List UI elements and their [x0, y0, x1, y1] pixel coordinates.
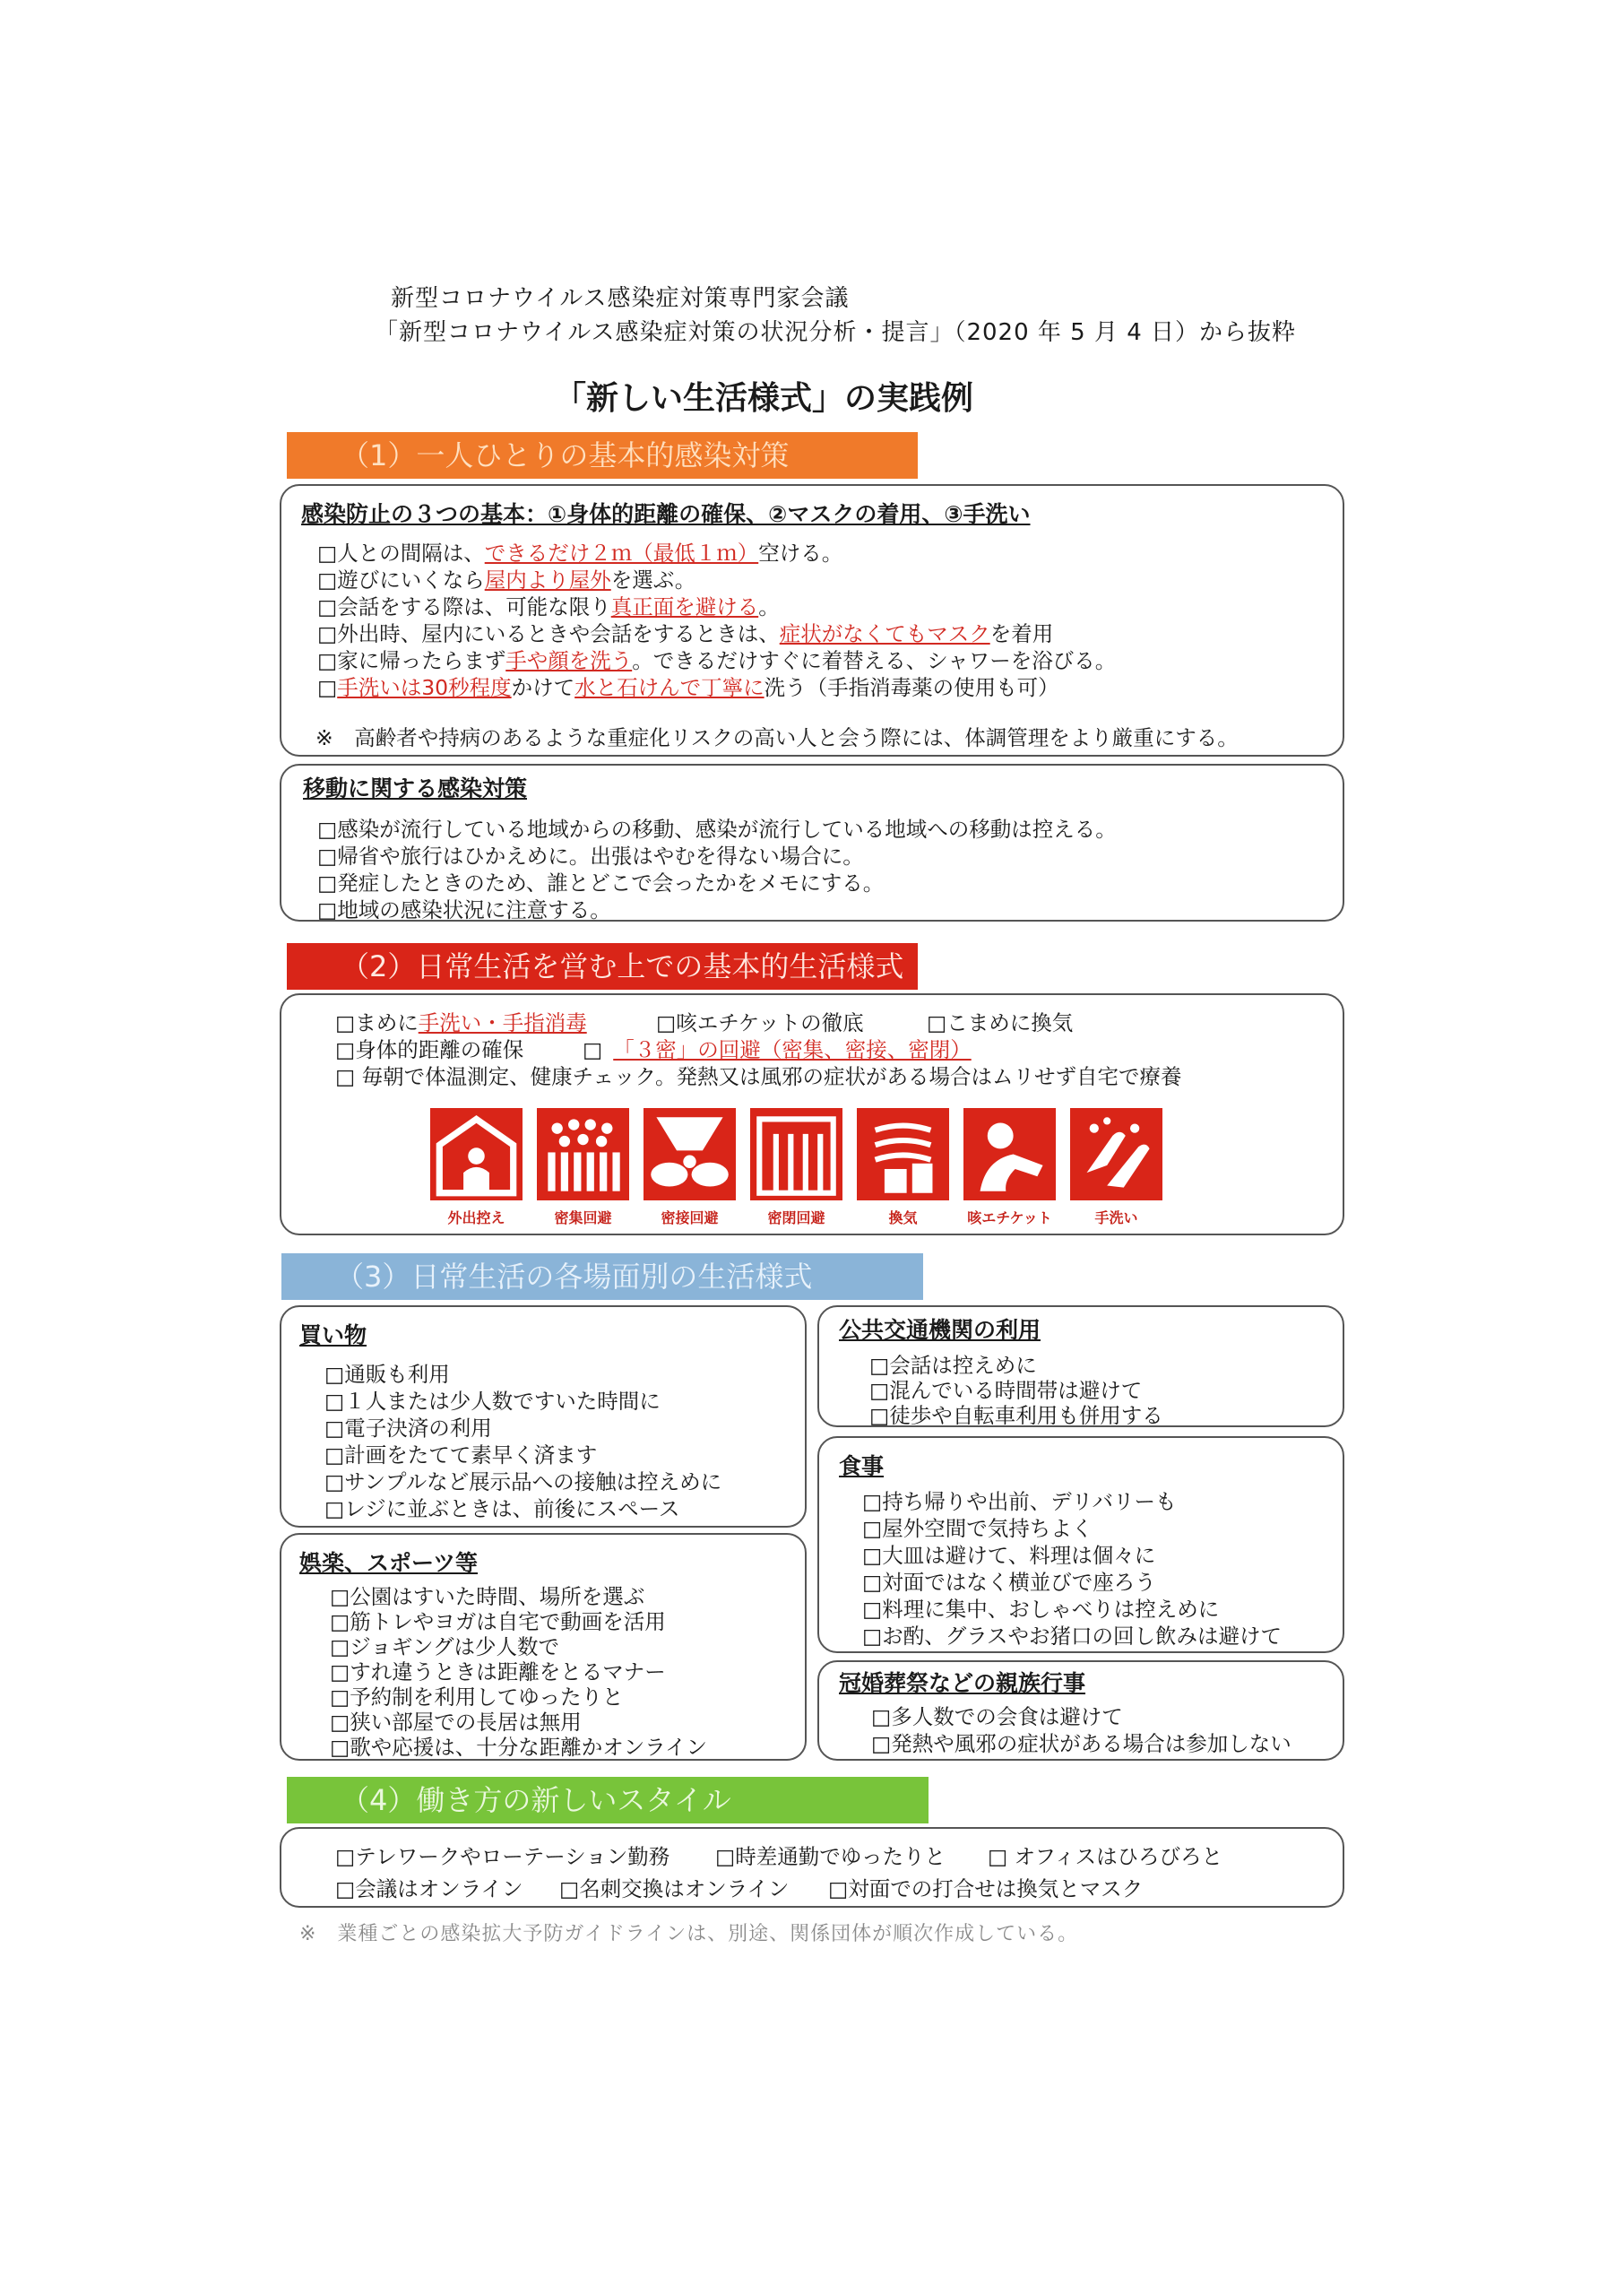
meals-box	[817, 1436, 1344, 1653]
ceremony-item: □発熱や風邪の症状がある場合は参加しない	[871, 1731, 1291, 1756]
transit-item: □徒歩や自転車利用も併用する	[869, 1403, 1163, 1428]
handwash-item: □まめに手洗い・手指消毒	[335, 1010, 587, 1035]
icon-caption: 外出控え	[447, 1209, 505, 1226]
icon-caption: 手洗い	[1094, 1209, 1138, 1226]
leisure-heading: 娯楽、スポーツ等	[299, 1550, 479, 1576]
icon-caption: 咳エチケット	[967, 1209, 1052, 1226]
move-item: □地域の感染状況に注意する。	[317, 897, 611, 922]
shopping-box	[280, 1305, 807, 1528]
distance-item: □身体的距離の確保	[335, 1037, 524, 1062]
move-item: □感染が流行している地域からの移動、感染が流行している地域への移動は控える。	[317, 817, 1117, 842]
leisure-item: □予約制を利用してゆったりと	[330, 1684, 624, 1710]
work-item: □テレワークやローテーション勤務	[335, 1844, 670, 1869]
icon-caption: 密集回避	[554, 1209, 612, 1226]
leisure-item: □歌や応援は、十分な距離かオンライン	[330, 1735, 707, 1760]
basics-item-4: □外出時、屋内にいるときや会話をするときは、症状がなくてもマスクを着用	[317, 621, 1054, 646]
header-line-1: 新型コロナウイルス感染症対策専門家会議	[391, 285, 850, 312]
work-item: □名刺交換はオンライン	[559, 1876, 790, 1901]
header-line-2: 「新型コロナウイルス感染症対策の状況分析・提言」（2020 年 5 月 4 日）から抜粋	[375, 319, 1297, 346]
basics-item-1: □人との間隔は、できるだけ２ｍ（最低１ｍ）空ける。	[317, 541, 843, 566]
shopping-heading: 買い物	[299, 1322, 367, 1348]
three-c-item: □ 「３密」の回避（密集、密接、密閉）	[583, 1037, 972, 1062]
work-item: □ オフィスはひろびろと	[988, 1844, 1223, 1869]
leisure-item: □すれ違うときは距離をとるマナー	[330, 1659, 666, 1684]
crowd-icon	[537, 1108, 629, 1200]
ceremony-item: □多人数での会食は避けて	[871, 1704, 1123, 1729]
basics-heading: 感染防止の３つの基本：①身体的距離の確保、②マスクの着用、③手洗い	[301, 501, 1031, 527]
meals-item: □料理に集中、おしゃべりは控えめに	[862, 1597, 1220, 1622]
shopping-item: □サンプルなど展示品への接触は控えめに	[324, 1469, 722, 1494]
basics-item-2: □遊びにいくなら屋内より屋外を選ぶ。	[317, 567, 696, 593]
move-box	[280, 764, 1344, 922]
leisure-item: □狭い部屋での長居は無用	[330, 1710, 582, 1735]
work-item: □時差通勤でゆったりと	[715, 1844, 946, 1869]
meals-item: □対面ではなく横並びで座ろう	[862, 1570, 1156, 1595]
work-style-box	[280, 1827, 1344, 1908]
meals-item: □大皿は避けて、料理は個々に	[862, 1543, 1156, 1568]
basics-note: ※ 高齢者や持病のあるような重症化リスクの高い人と会う際には、体調管理をより厳重にする。	[315, 725, 1239, 750]
work-item: □対面での打合せは換気とマスク	[828, 1876, 1144, 1901]
section-4-band: （4）働き方の新しいスタイル	[287, 1777, 929, 1823]
move-item: □帰省や旅行はひかえめに。出張はやむを得ない場合に。	[317, 844, 864, 869]
meals-item: □持ち帰りや出前、デリバリーも	[862, 1489, 1177, 1514]
house-icon	[430, 1108, 523, 1200]
section-2-band: （2）日常生活を営む上での基本的生活様式	[287, 943, 918, 990]
handwash-icon	[1070, 1108, 1162, 1200]
cough-etiquette-icon	[963, 1108, 1056, 1200]
transit-heading: 公共交通機関の利用	[839, 1317, 1041, 1343]
move-heading: 移動に関する感染対策	[303, 775, 528, 801]
page-title: 「新しい生活様式」の実践例	[554, 380, 974, 417]
shopping-item: □１人または少人数ですいた時間に	[324, 1389, 661, 1414]
footnote: ※ 業種ごとの感染拡大予防ガイドラインは、別途、関係団体が順次作成している。	[299, 1923, 1079, 1945]
leisure-item: □筋トレやヨガは自宅で動画を活用	[330, 1609, 666, 1634]
icon-caption: 換気	[888, 1209, 918, 1226]
ceremony-heading: 冠婚葬祭などの親族行事	[839, 1670, 1086, 1696]
ceremony-box	[817, 1660, 1344, 1761]
icon-caption: 密接回避	[661, 1209, 719, 1226]
health-check-item: □ 毎朝で体温測定、健康チェック。発熱又は風邪の症状がある場合はムリせず自宅で療養	[335, 1064, 1182, 1089]
shopping-item: □レジに並ぶときは、前後にスペース	[324, 1496, 680, 1521]
shopping-item: □電子決済の利用	[324, 1416, 492, 1441]
section-1-band: （1）一人ひとりの基本的感染対策	[287, 432, 918, 479]
section-3-band: （3）日常生活の各場面別の生活様式	[281, 1253, 923, 1300]
transit-box	[817, 1305, 1344, 1427]
closed-space-icon	[750, 1108, 842, 1200]
basics-box	[280, 484, 1344, 757]
meals-item: □屋外空間で気持ちよく	[862, 1516, 1093, 1541]
basics-item-5: □家に帰ったらまず手や顔を洗う。できるだけすぐに着替える、シャワーを浴びる。	[317, 648, 1117, 673]
ventilate-item: □こまめに換気	[927, 1010, 1074, 1035]
shopping-item: □通販も利用	[324, 1362, 450, 1387]
transit-item: □会話は控えめに	[869, 1353, 1037, 1378]
leisure-item: □ジョギングは少人数で	[330, 1634, 560, 1659]
meals-heading: 食事	[839, 1453, 885, 1479]
work-item: □会議はオンライン	[335, 1876, 523, 1901]
move-item: □発症したときのため、誰とどこで会ったかをメモにする。	[317, 870, 885, 896]
leisure-box	[280, 1533, 807, 1761]
basic-lifestyle-box	[280, 993, 1344, 1235]
cough-item: □咳エチケットの徹底	[656, 1010, 864, 1035]
icon-caption: 密閉回避	[767, 1209, 825, 1226]
transit-item: □混んでいる時間帯は避けて	[869, 1378, 1143, 1403]
shopping-item: □計画をたてて素早く済ます	[324, 1442, 598, 1468]
basics-item-3: □会話をする際は、可能な限り真正面を避ける。	[317, 594, 780, 619]
leisure-item: □公園はすいた時間、場所を選ぶ	[330, 1584, 645, 1609]
meals-item: □お酌、グラスやお猪口の回し飲みは避けて	[862, 1624, 1282, 1649]
close-contact-icon	[644, 1108, 736, 1200]
ventilation-icon	[857, 1108, 949, 1200]
basics-item-6: □手洗いは30秒程度かけて水と石けんで丁寧に洗う（手指消毒薬の使用も可）	[317, 675, 1059, 700]
